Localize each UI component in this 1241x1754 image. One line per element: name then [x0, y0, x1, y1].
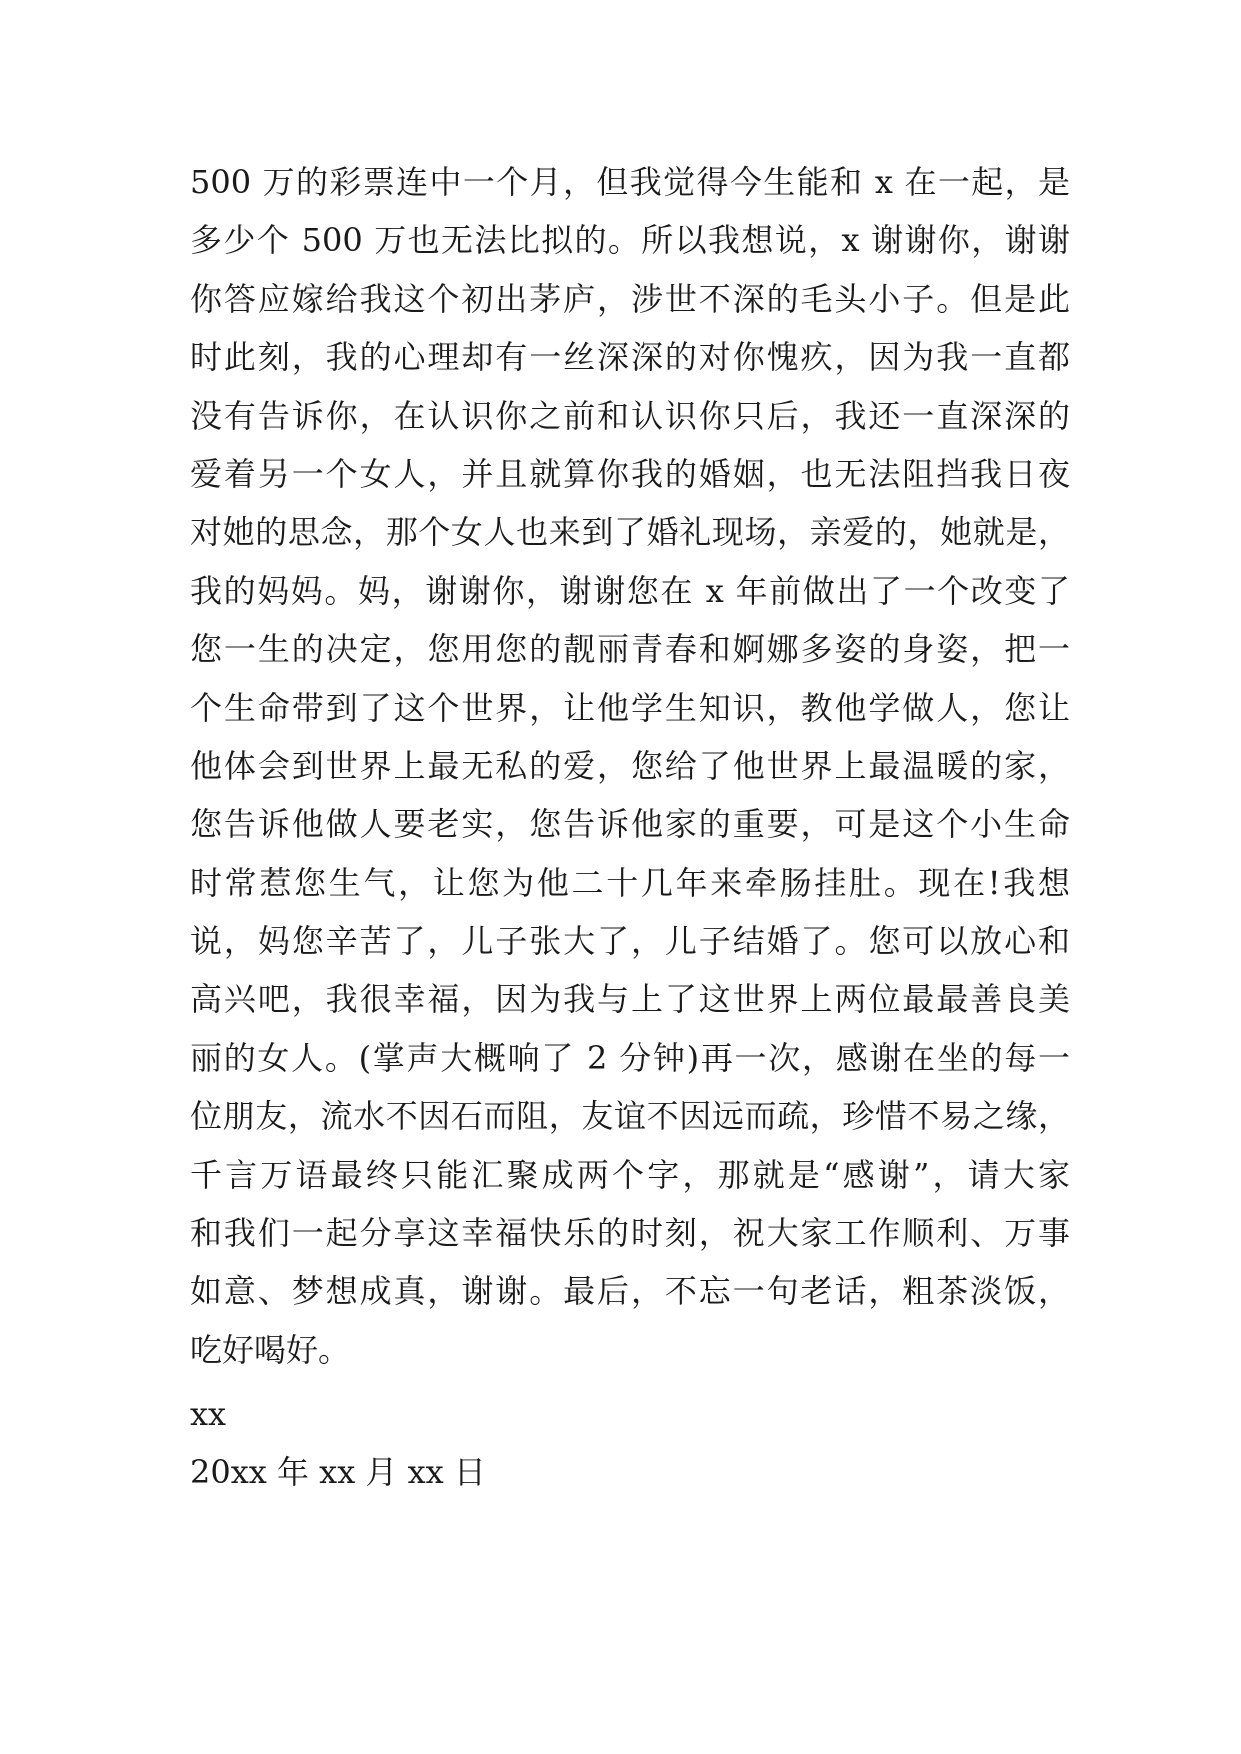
paragraph-line: 您一生的决定，您用您的靓丽青春和婀娜多姿的身姿，把一: [190, 630, 1070, 669]
paragraph-line: 位朋友，流水不因石而阻，友谊不因远而疏，珍惜不易之缘，: [190, 1097, 1070, 1136]
paragraph-line: 我的妈妈。妈，谢谢你，谢谢您在 x 年前做出了一个改变了: [190, 571, 1070, 610]
signature-date: 20xx 年 xx 月 xx 日: [190, 1453, 486, 1491]
speech-paragraph: [190, 160, 1070, 1386]
paragraph-line: 你答应嫁给我这个初出茅庐，涉世不深的毛头小子。但是此: [190, 279, 1070, 318]
paragraph-line: 高兴吧，我很幸福，因为我与上了这世界上两位最最善良美: [190, 980, 1070, 1019]
paragraph-line: 没有告诉你，在认识你之前和认识你只后，我还一直深深的: [190, 396, 1070, 435]
paragraph-line: 对她的思念，那个女人也来到了婚礼现场，亲爱的，她就是，: [190, 513, 1070, 552]
paragraph-line: 说，妈您辛苦了，儿子张大了，儿子结婚了。您可以放心和: [190, 922, 1070, 961]
signature-name: xx: [190, 1395, 227, 1433]
paragraph-line: 您告诉他做人要老实，您告诉他家的重要，可是这个小生命: [190, 805, 1070, 844]
paragraph-line: 千言万语最终只能汇聚成两个字，那就是“感谢”，请大家: [190, 1155, 1070, 1194]
paragraph-line: 吃好喝好。: [190, 1330, 351, 1369]
paragraph-line: 个生命带到了这个世界，让他学生知识，教他学做人，您让: [190, 688, 1070, 727]
paragraph-line: 爱着另一个女人，并且就算你我的婚姻，也无法阻挡我日夜: [190, 454, 1070, 493]
paragraph-line: 他体会到世界上最无私的爱，您给了他世界上最温暖的家，: [190, 746, 1070, 785]
paragraph-line: 时常惹您生气，让您为他二十几年来牵肠挂肚。现在!我想: [190, 863, 1070, 902]
paragraph-line: 多少个 500 万也无法比拟的。所以我想说，x 谢谢你，谢谢: [190, 221, 1070, 260]
paragraph-line: 时此刻，我的心理却有一丝深深的对你愧疚，因为我一直都: [190, 338, 1070, 377]
paragraph-line: 丽的女人。(掌声大概响了 2 分钟)再一次，感谢在坐的每一: [190, 1038, 1070, 1077]
paragraph-line: 如意、梦想成真，谢谢。最后，不忘一句老话，粗茶淡饭，: [190, 1272, 1070, 1311]
paragraph-line: 500 万的彩票连中一个月，但我觉得今生能和 x 在一起，是: [190, 163, 1070, 201]
paragraph-line: 和我们一起分享这幸福快乐的时刻，祝大家工作顺利、万事: [190, 1214, 1070, 1253]
